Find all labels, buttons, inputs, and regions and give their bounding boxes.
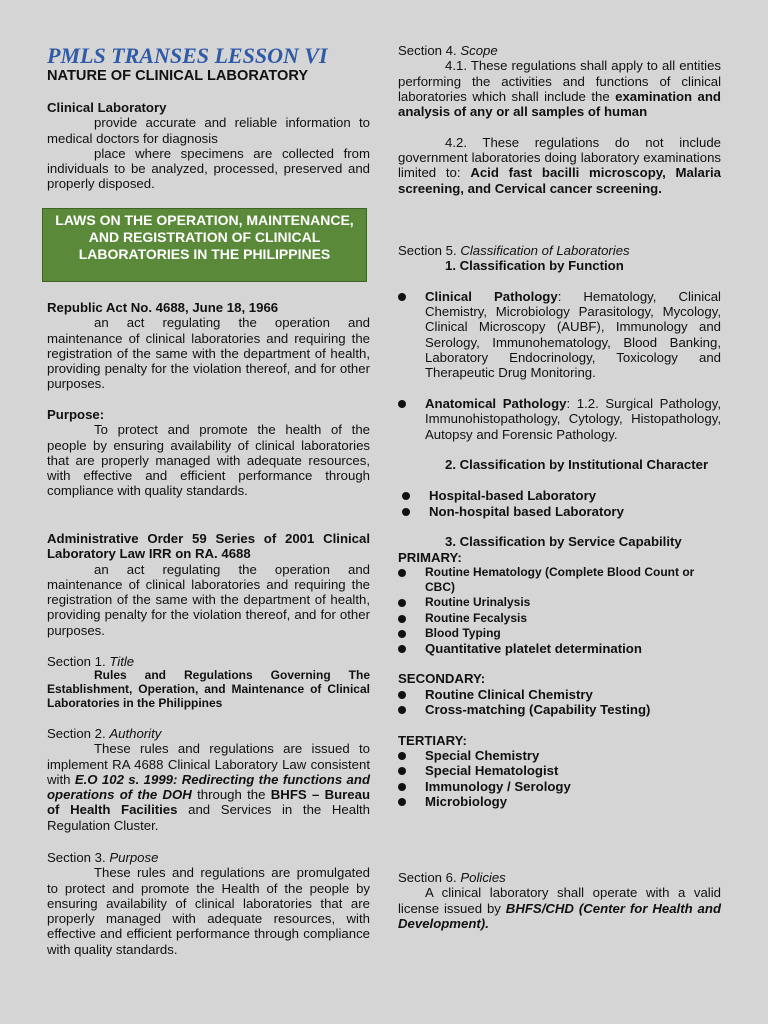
bullet-icon	[398, 569, 406, 577]
bullet-icon	[398, 798, 406, 806]
section-2-text	[47, 741, 370, 833]
tertiary-item-label: Special Hematologist	[425, 763, 559, 779]
ao-text: an act regulating the operation and maintenance of clinical laboratories and requiring the registration of the same with the department of health, providing penalty for the violation thereof, and for other purposes.	[47, 561, 370, 638]
bullet-icon	[398, 767, 406, 775]
secondary-item	[398, 702, 721, 717]
section-6	[398, 870, 721, 931]
secondary-item	[398, 687, 721, 702]
clinical-lab-heading: Clinical Laboratory	[47, 100, 167, 115]
clinical-lab-section	[47, 100, 370, 192]
ao-section	[47, 531, 370, 638]
section-5-label: Section 5.	[398, 243, 457, 258]
bullet-icon	[402, 492, 410, 500]
tertiary-item-label: Special Chemistry	[425, 747, 540, 763]
primary-item-label: Routine Hematology (Complete Blood Count or CBC)	[425, 564, 695, 595]
secondary-label: SECONDARY:	[398, 671, 486, 687]
institution-item	[402, 504, 721, 519]
purpose-section	[47, 407, 370, 499]
institution-label: Hospital-based Laboratory	[429, 488, 597, 504]
section-5-name: Classification of Laboratories	[460, 243, 630, 258]
section-6-text-1: A clinical laboratory shall operate with a valid license issued by	[398, 885, 721, 916]
secondary-item-label: Cross-matching (Capability Testing)	[425, 702, 651, 718]
tertiary-item	[398, 779, 721, 794]
bullet-icon	[402, 508, 410, 516]
section-2-text-5: and Services in the Health Regulation Cluster.	[47, 802, 370, 833]
bullet-icon	[398, 752, 406, 760]
section-3-label: Section 3.	[47, 850, 106, 865]
bullet-icon	[398, 691, 406, 699]
bullet-icon	[398, 645, 406, 653]
primary-item-label: Quantitative platelet determination	[425, 640, 642, 656]
clinical-pathology-item	[398, 289, 721, 381]
tertiary-item-label: Microbiology	[425, 793, 508, 809]
section-4-name: Scope	[460, 43, 498, 58]
section-2-text-3: through the	[197, 787, 266, 803]
tertiary-label: TERTIARY:	[398, 732, 467, 748]
secondary-item-label: Routine Clinical Chemistry	[425, 686, 593, 702]
document-title: PMLS TRANSES LESSON VI	[47, 43, 328, 68]
tertiary-item-label: Immunology / Serology	[425, 778, 571, 794]
primary-item-label: Routine Fecalysis	[425, 610, 528, 625]
ra-heading: Republic Act No. 4688, June 18, 1966	[47, 300, 279, 315]
tertiary-item	[398, 748, 721, 763]
primary-item	[398, 641, 721, 656]
section-2	[47, 726, 370, 833]
section-4-p2	[398, 135, 721, 196]
clinical-lab-def-2: place where specimens are collected from individuals to be analyzed, processed, preserved and properly disposed.	[47, 145, 370, 192]
section-2-name: Authority	[109, 726, 162, 741]
section-6-name: Policies	[460, 870, 506, 885]
laws-banner: LAWS ON THE OPERATION, MAINTENANCE, AND REGISTRATION OF CLINICAL LABORATORIES IN THE PHILIPPINES	[42, 208, 367, 282]
document-subtitle: NATURE OF CLINICAL LABORATORY	[47, 68, 309, 84]
bullet-icon	[398, 599, 406, 607]
section-3	[47, 850, 370, 957]
clinical-lab-def-1: provide accurate and reliable information to medical doctors for diagnosis	[47, 115, 370, 146]
ra-section	[47, 300, 370, 392]
primary-item	[398, 626, 721, 641]
section-1-text: Rules and Regulations Governing The Establishment, Operation, and Maintenance of Clinical Laboratories in the Philippines	[47, 668, 370, 710]
section-2-text-1: These rules and regulations are issued to implement RA 4688 Clinical Laboratory Law consistent with	[47, 741, 370, 787]
clinical-pathology-label: Clinical Pathology	[425, 288, 558, 304]
bullet-icon	[398, 400, 406, 408]
section-6-text	[398, 885, 721, 931]
section-3-text: These rules and regulations are promulgated to protect and promote the Health of the people by ensuring availability of clinical laboratories that are properly managed with adequate resources, with effective and efficient performance through compliance with quality standards.	[47, 865, 370, 957]
anatomical-pathology-text: : 1.2. Surgical Pathology, Immunohistopathology, Cytology, Histopathology, Autopsy and Forensic Pathology.	[425, 395, 721, 442]
bullet-icon	[398, 630, 406, 638]
section-1	[47, 654, 370, 711]
ao-heading: Administrative Order 59 Series of 2001 Clinical Laboratory Law IRR on RA. 4688	[47, 531, 370, 562]
purpose-heading: Purpose:	[47, 407, 105, 422]
section-2-eo: E.O 102 s. 1999: Redirecting the functions and operations of the DOH	[47, 771, 370, 803]
section-4-p2-bold: Acid fast bacilli microscopy, Malaria screening, and Cervical cancer screening.	[398, 165, 721, 196]
classification-service-heading: 3. Classification by Service Capability	[445, 534, 682, 550]
section-4-p1-bold: examination and analysis of any or all samples of human	[398, 88, 721, 120]
section-4	[398, 43, 721, 196]
section-1-name: Title	[109, 654, 135, 669]
section-4-label: Section 4.	[398, 43, 457, 58]
primary-item-label: Routine Urinalysis	[425, 595, 531, 610]
section-6-bhfs: BHFS/CHD (Center for Health and Development).	[398, 900, 721, 931]
institution-label: Non-hospital based Laboratory	[429, 503, 624, 519]
primary-item	[398, 611, 721, 626]
tertiary-item	[398, 763, 721, 778]
classification-function-heading: 1. Classification by Function	[445, 258, 624, 274]
bullet-icon	[398, 783, 406, 791]
primary-label: PRIMARY:	[398, 549, 462, 565]
ra-text: an act regulating the operation and maintenance of clinical laboratories and requiring the registration of the same with the department of health, providing penalty for the violation thereof, and for other purposes.	[47, 315, 370, 392]
anatomical-pathology-item	[398, 396, 721, 442]
section-2-label: Section 2.	[47, 726, 106, 741]
section-2-bhfs: BHFS – Bureau of Health Facilities	[47, 787, 371, 818]
clinical-pathology-text: : Hematology, Clinical Chemistry, Microbiology Parasitology, Mycology, Clinical Microscopy (AUBF), Immunology and Serology, Immunohematology, Blood Banking, Laboratory Endocrinology, Toxicology and Therapeutic Drug Monitoring.	[425, 288, 721, 381]
bullet-icon	[398, 615, 406, 623]
anatomical-pathology-label: Anatomical Pathology	[425, 395, 567, 411]
primary-item-label: Blood Typing	[425, 625, 501, 640]
tertiary-item	[398, 794, 721, 809]
primary-item	[398, 565, 721, 595]
section-4-p1-text: 4.1. These regulations shall apply to all entities performing the activities and functions of clinical laboratories which shall include the	[398, 58, 721, 104]
classification-institutional-heading: 2. Classification by Institutional Character	[445, 457, 709, 473]
section-4-p1	[398, 58, 721, 119]
bullet-icon	[398, 293, 406, 301]
section-1-label: Section 1.	[47, 654, 106, 669]
bullet-icon	[398, 706, 406, 714]
section-5	[398, 243, 721, 809]
section-4-p2-text: 4.2. These regulations do not include government laboratories doing laboratory examinations limited to:	[398, 134, 721, 181]
purpose-text: To protect and promote the health of the people by ensuring availability of clinical laboratories that are properly managed with adequate resources, with effective and efficient performance through compliance with quality standards.	[47, 422, 370, 499]
primary-item	[398, 595, 721, 610]
section-3-name: Purpose	[109, 850, 159, 865]
institution-item	[402, 488, 721, 503]
section-6-label: Section 6.	[398, 870, 457, 885]
